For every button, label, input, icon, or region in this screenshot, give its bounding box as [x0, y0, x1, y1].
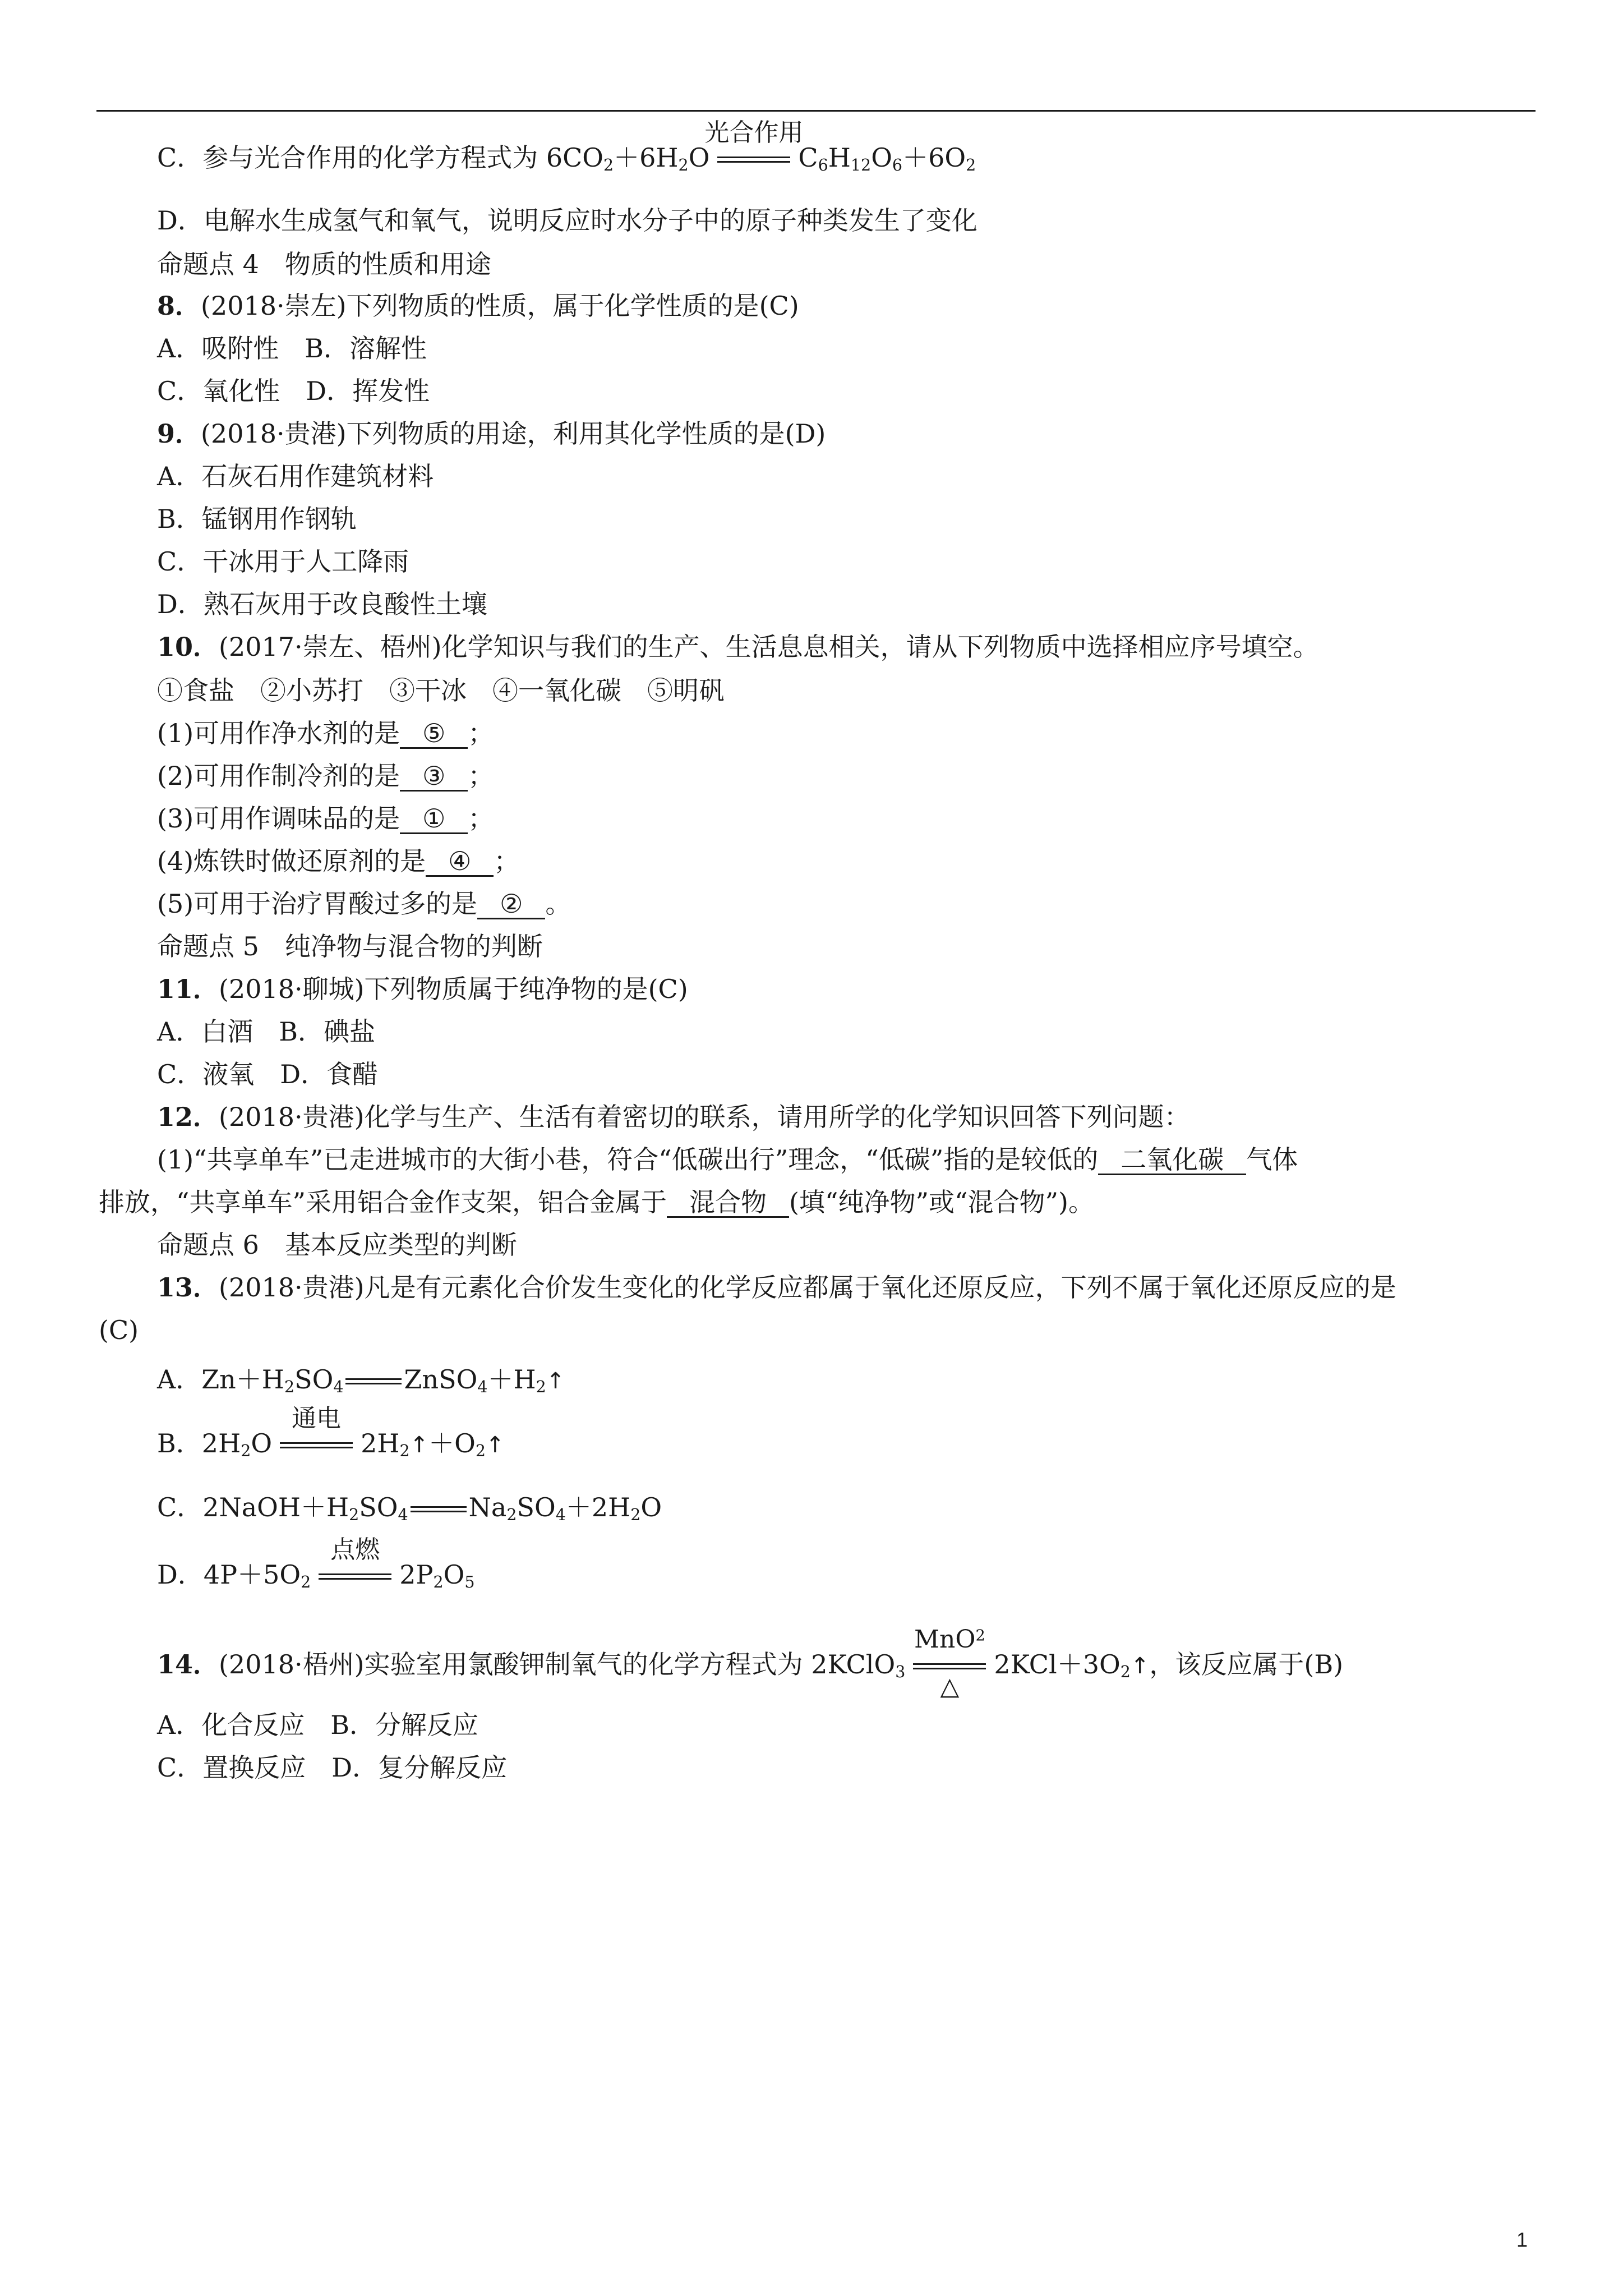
answer-blank: 混合物 — [667, 1189, 789, 1218]
q10-part-2: (2)可用作制冷剂的是 ③ ； — [157, 761, 494, 791]
q13-option-c: C．$2NaOH+H_2SO_4$ $Na_2SO_4+2H_2O$ — [157, 1492, 662, 1525]
q9-option-a: A．石灰石用作建筑材料 — [157, 461, 434, 491]
page-number: 1 — [1516, 2228, 1528, 2251]
question-10: 10．(2017·崇左、梧州)化学知识与我们的生产、生活息息相关，请从下列物质中选择相应序号填空。 — [157, 632, 1319, 662]
q14-options-ab: A．化合反应 B．分解反应 — [157, 1710, 479, 1740]
answer-blank: ④ — [426, 848, 494, 877]
q10-part-3: (3)可用作调味品的是 ① ； — [157, 803, 494, 834]
q14-options-cd: C．置换反应 D．复分解反应 — [157, 1752, 508, 1783]
question-11: 11．(2018·聊城)下列物质属于纯净物的是(C) — [157, 974, 688, 1004]
answer-blank: 二氧化碳 — [1098, 1147, 1246, 1175]
q12-part-1-line-1: (1)“共享单车”已走进城市的大街小巷，符合“低碳出行”理念，“低碳”指的是较低的 二氧化碳 气体 — [157, 1144, 1298, 1175]
reaction-condition: 光合作用 — [717, 154, 790, 165]
q9-option-b: B．锰钢用作钢轨 — [157, 504, 357, 534]
q8-options-ab: A．吸附性 B．溶解性 — [157, 333, 427, 364]
header-rule — [96, 110, 1536, 112]
reaction-condition: 点燃 — [319, 1571, 391, 1582]
q10-substances: ①食盐 ②小苏打 ③干冰 ④一氧化碳 ⑤明矾 — [157, 675, 725, 706]
answer-blank: ① — [400, 806, 468, 834]
q11-options-cd: C．液氧 D．食醋 — [157, 1059, 379, 1089]
q10-part-4: (4)炼铁时做还原剂的是 ④ ； — [157, 846, 520, 876]
q8-options-cd: C．氧化性 D．挥发性 — [157, 376, 430, 406]
answer-blank: ③ — [400, 763, 468, 792]
section-heading-6: 命题点 6 基本反应类型的判断 — [157, 1230, 517, 1260]
question-12: 12．(2018·贵港)化学与生产、生活有着密切的联系，请用所学的化学知识回答下列问题： — [157, 1102, 1190, 1132]
section-heading-4: 命题点 4 物质的性质和用途 — [157, 249, 491, 279]
q10-part-1: (1)可用作净水剂的是 ⑤ ； — [157, 718, 494, 748]
answer-blank: ② — [477, 891, 545, 919]
q13-option-d: D．$4P+5O_2$ 点燃 $2P_2O_5$ — [157, 1535, 475, 1592]
section-heading-5: 命题点 5 纯净物与混合物的判断 — [157, 931, 543, 961]
q13-option-a: A．$Zn+H_2SO_4$ $ZnSO_4+H_2↑$ — [157, 1364, 565, 1397]
question-14: 14．(2018·梧州)实验室用氯酸钾制氧气的化学方程式为 2KClO$_3$ MnO$^2$ △ $2KCl+3O_2↑$，该反应属于(B) — [157, 1625, 1344, 1701]
q11-options-ab: A．白酒 B．碘盐 — [157, 1016, 376, 1047]
q7-option-c: C．参与光合作用的化学方程式为 $6CO_2+6H_2O$ 光合作用 $C_6H_{12}O_6+6O_2$ — [157, 118, 976, 175]
q9-option-c: C．干冰用于人工降雨 — [157, 546, 409, 577]
q10-part-5: (5)可用于治疗胃酸过多的是 ② 。 — [157, 889, 571, 919]
reaction-condition: MnO$^2$ △ — [914, 1625, 985, 1701]
question-13: 13．(2018·贵港)凡是有元素化合价发生变化的化学反应都属于氧化还原反应，下列不属于氧化还原反应的是 — [157, 1272, 1396, 1303]
answer-blank: ⑤ — [400, 720, 468, 749]
q13-option-b: B．$2H_2O$ 通电 $2H_2↑+O_2↑$ — [157, 1404, 505, 1461]
question-9: 9．(2018·贵港)下列物质的用途，利用其化学性质的是(D) — [157, 418, 826, 449]
q7-option-d: D．电解水生成氢气和氧气，说明反应时水分子中的原子种类发生了变化 — [157, 205, 978, 236]
q12-part-1-line-2: 排放，“共享单车”采用铝合金作支架，铝合金属于 混合物 (填“纯净物”或“混合物”)。 — [99, 1187, 1095, 1217]
reaction-condition: 通电 — [280, 1440, 353, 1451]
question-8: 8．(2018·崇左)下列物质的性质，属于化学性质的是(C) — [157, 291, 799, 321]
q9-option-d: D．熟石灰用于改良酸性土壤 — [157, 589, 487, 619]
q13-stem-end: (C) — [99, 1315, 139, 1345]
